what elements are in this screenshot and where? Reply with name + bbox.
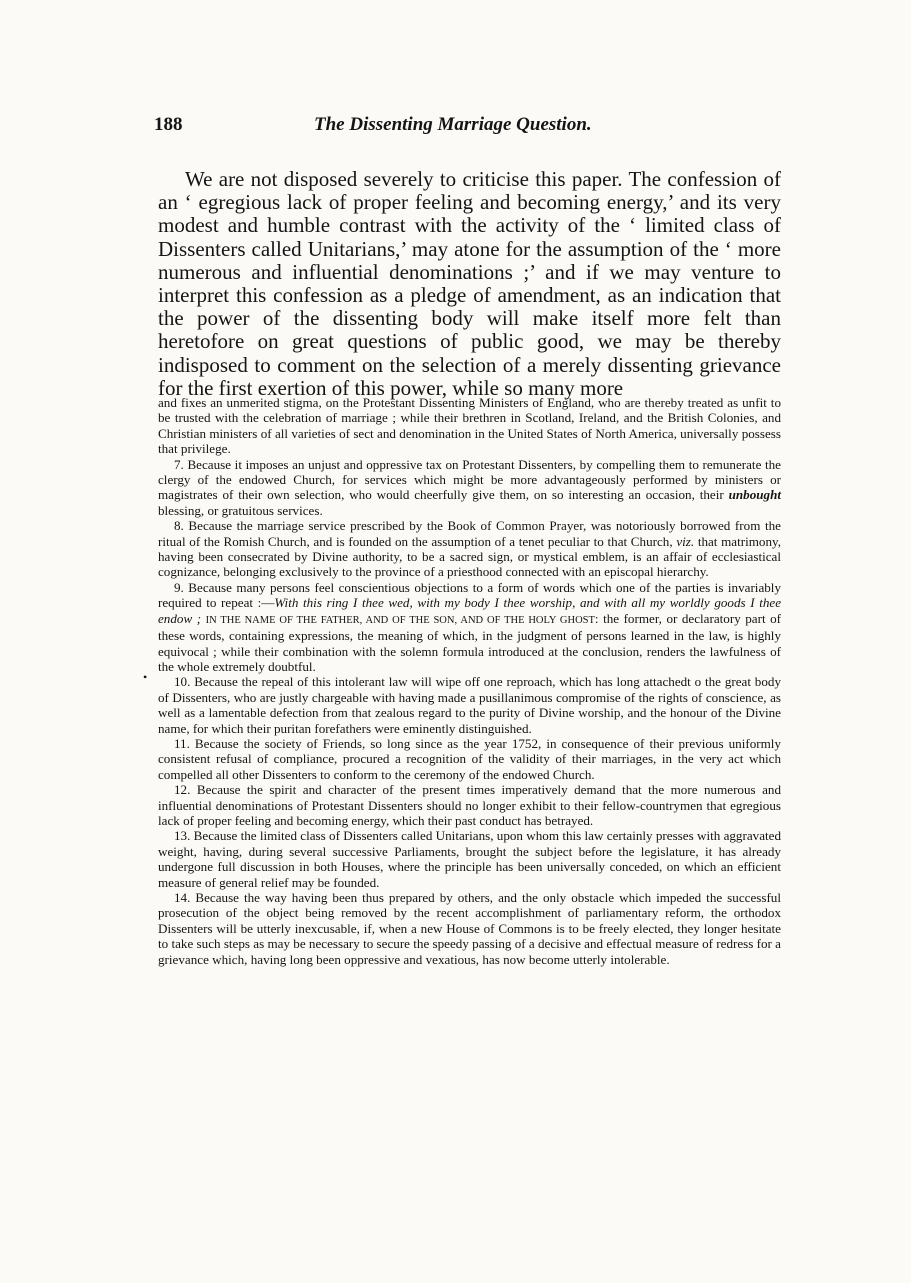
margin-mark: • [143, 670, 148, 684]
note-9 [158, 580, 781, 674]
note-9-italic: With this ring I thee wed, with my body I thee worship, and with all my worldly goods I thee endow ; [158, 595, 782, 626]
note-9-text: 9. Because many persons feel conscientious objections to a form of words which one of the parties is invariably required to repeat :— [158, 579, 781, 611]
main-paragraph: We are not disposed severely to criticise this paper. The confession of an ‘ egregious lack of proper feeling and becoming energy,’ and its very modest and humble contrast with the activity of the ‘ limited class of Dissenters called Unitarians,’ may atone for the assumption of the ‘ more numerous and influential denominations ;’ and if we may venture to interpret this confession as a pledge of amendment, as an indication that the power of the dissenting body will make itself more felt than heretofore on great questions of public good, we may be thereby indisposed to comment on the selection of a merely dissenting grievance for the first exertion of this power, while so many more [158, 167, 781, 400]
note-8-text: 8. Because the marriage service prescribed by the Book of Common Prayer, was notoriously borrowed from the ritual of the Romish Church, and is founded on the assumption of a tenet peculiar to that Church, [158, 518, 781, 549]
note-7-italic: unbought [728, 487, 781, 503]
page-header [154, 114, 784, 140]
note-7-text: 7. Because it imposes an unjust and oppressive tax on Protestant Dissenters, by compelling them to remunerate the clergy of the endowed Church, for services which might be more advantageously performed by ministers or magistrates of their own selection, who would cheerfully give them, on so interesting an occasion, their [158, 456, 781, 503]
note-9-caps: IN THE NAME OF THE FATHER, AND OF THE SON, AND OF THE HOLY GHOST [205, 614, 595, 626]
note-10: 10. Because the repeal of this intolerant law will wipe off one reproach, which has long attachedt o the great body of Dissenters, who are justly chargeable with having made a pusillanimous compromise of the rights of conscience, as well as a lamentable defection from that zealous regard to the purity of Divine worship, and the honour of the Divine name, for which their puritan forefathers were eminently distinguished. [158, 674, 781, 736]
note-8-text-end: that matrimony, having been consecrated by Divine authority, to be a sacred sign, or mystical emblem, is an affair of ecclesiastical cognizance, belonging exclusively to the province of a priesthood connected with an episcopal hierarchy. [158, 533, 781, 580]
note-12: 12. Because the spirit and character of the present times imperatively demand that the more numerous and influential denominations of Protestant Dissenters should no longer exhibit to their fellow-countrymen that egregious lack of proper feeling and becoming energy, which their past conduct has betrayed. [158, 782, 781, 828]
running-title: The Dissenting Marriage Question. [314, 114, 592, 135]
note-8-italic: viz. [676, 533, 695, 549]
note-9-text-end: : the former, or declaratory part of these words, containing expressions, the meaning of which, in the judgment of persons learned in the law, is highly equivocal ; while their combination with the solemn formula introduced at the conclusion, renders the lawfulness of the whole extremely doubtful. [158, 610, 782, 674]
note-11: 11. Because the society of Friends, so long since as the year 1752, in consequence of their previous uniformly consistent refusal of compliance, procured a recognition of the validity of their marriages, in the very act which compelled all other Dissenters to conform to the ceremony of the endowed Church. [158, 735, 781, 782]
note-14: 14. Because the way having been thus prepared by others, and the only obstacle which impeded the successful prosecution of the object being removed by the recent accomplishment of parliamentary reform, the orthodox Dissenters will be utterly inexcusable, if, when a new House of Commons is to be freely elected, they longer hesitate to take such steps as may be necessary to secure the speedy passing of a decisive and effectual measure of redress for a grievance which, having long been oppressive and vexatious, has now become utterly intolerable. [158, 890, 781, 967]
note-7 [158, 457, 781, 519]
note-7-text-end: blessing, or gratuitous services. [158, 502, 323, 518]
footnotes [158, 395, 781, 967]
note-continuation: and fixes an unmerited stigma, on the Protestant Dissenting Ministers of England, who are thereby treated as unfit to be trusted with the celebration of marriage ; while their brethren in Scotland, Ireland, and the British Colonies, and Christian ministers of all varieties of sect and denomination in the United States of North America, universally possess that privilege. [158, 395, 781, 457]
page-number: 188 [154, 114, 183, 135]
note-8 [158, 518, 781, 580]
note-13: 13. Because the limited class of Dissenters called Unitarians, upon whom this law certainly presses with aggravated weight, having, during several successive Parliaments, brought the subject before the legislature, it has already undergone full discussion in both Houses, where the principle has been universally conceded, on which an efficient measure of general relief may be founded. [158, 828, 781, 890]
